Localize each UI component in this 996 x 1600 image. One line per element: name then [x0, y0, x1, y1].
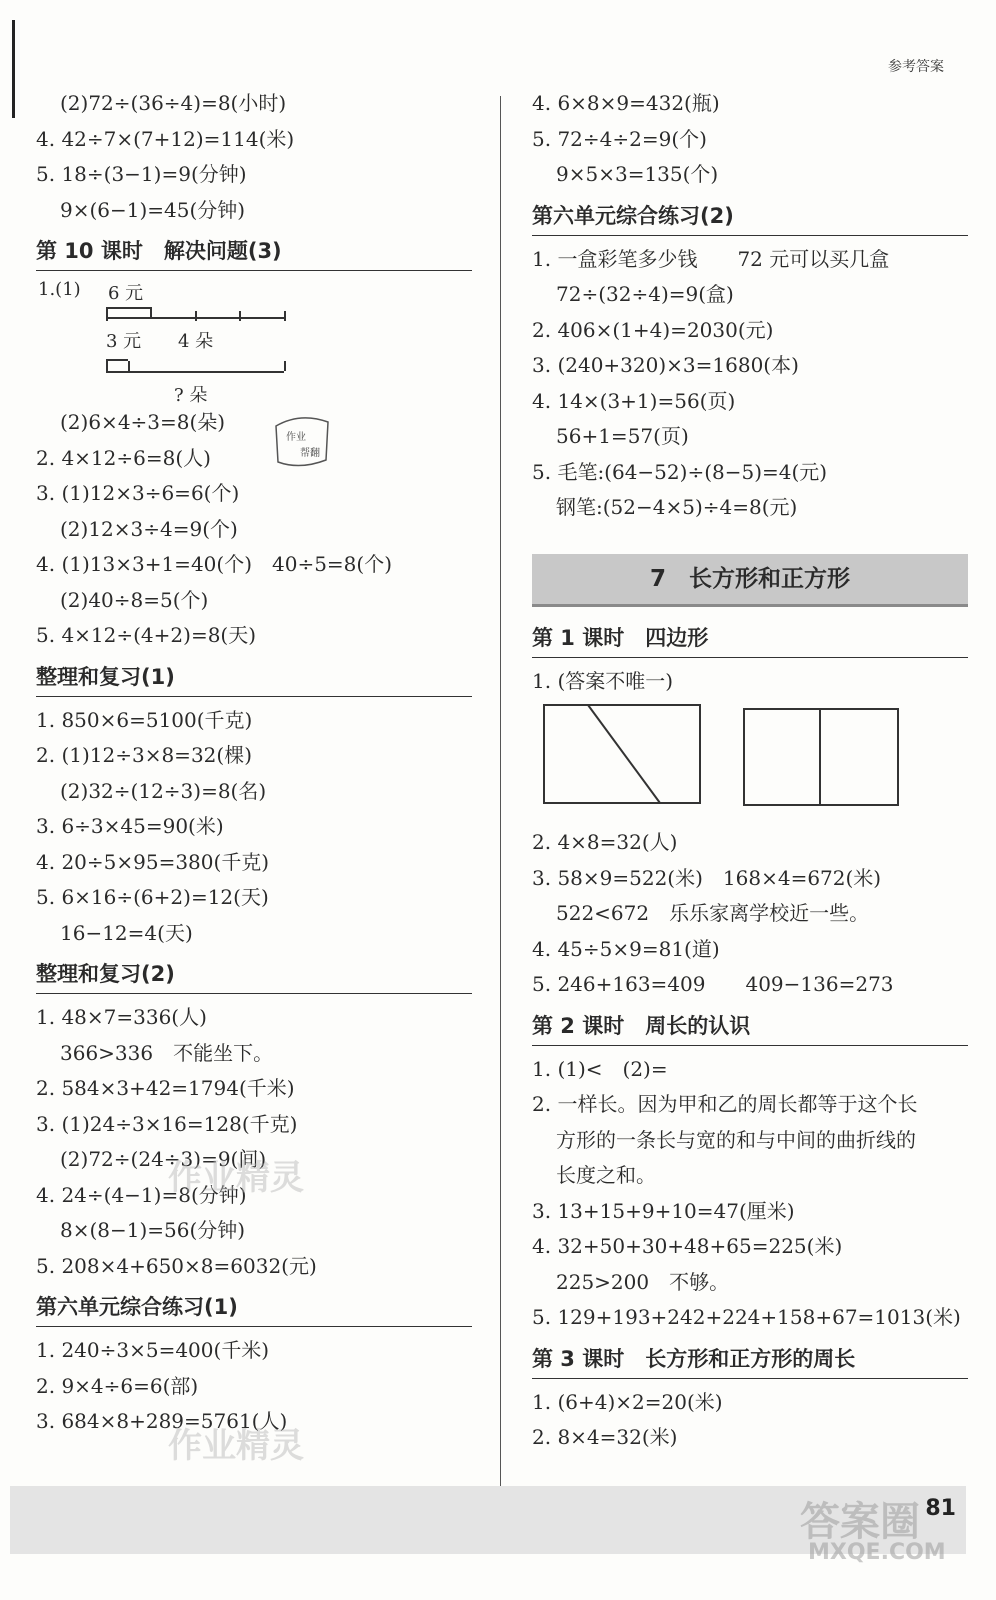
- answer-line: 5. 72÷4÷2=9(个): [532, 126, 707, 151]
- answer-line: 2. 8×4=32(米): [532, 1425, 678, 1449]
- answer-line: 5. 129+193+242+224+158+67=1013(米): [532, 1305, 961, 1329]
- answer-line: 72÷(32÷4)=9(盒): [556, 282, 734, 306]
- answer-line: 5. 208×4+650×8=6032(元): [36, 1253, 317, 1278]
- answer-line: 2. 4×12÷6=8(人): [36, 445, 211, 470]
- answer-line: 4. 20÷5×95=380(千克): [36, 849, 270, 874]
- svg-text:作业: 作业: [286, 432, 306, 443]
- answer-line: 5. 毛笔:(64−52)÷(8−5)=4(元): [532, 459, 828, 484]
- section-heading: 第 2 课时 周长的认识: [532, 1009, 968, 1046]
- svg-text:帮翻: 帮翻: [300, 448, 320, 459]
- tick: [106, 311, 108, 321]
- section-heading: 第 3 课时 长方形和正方形的周长: [532, 1342, 968, 1379]
- page-header: 参考答案: [888, 59, 944, 75]
- answer-line: 3. 684×8+289=5761(人): [36, 1409, 288, 1433]
- answer-line: (2)12×3÷4=9(个): [60, 516, 238, 541]
- answer-line: 4. 42÷7×(7+12)=114(米): [36, 126, 295, 151]
- bracket-6yuan: [106, 307, 150, 309]
- answer-line: 5. 6×16÷(6+2)=12(天): [36, 885, 269, 909]
- watermark-corner-url: MXQE.COM: [808, 1540, 946, 1565]
- answer-line: 1. 一盒彩笔多少钱 72 元可以买几盒: [532, 246, 890, 271]
- page-number: 81: [925, 1496, 956, 1521]
- section-heading: 第六单元综合练习(1): [36, 1290, 472, 1327]
- answer-line: (2)32÷(12÷3)=8(名): [60, 778, 267, 803]
- bracket-3yuan: [106, 359, 128, 361]
- answer-line: 225>200 不够。: [556, 1269, 730, 1294]
- answer-line: 1. (6+4)×2=20(米): [532, 1389, 723, 1414]
- left-column: [36, 86, 472, 1440]
- answer-line: 2. 9×4÷6=6(部): [36, 1373, 199, 1398]
- section-heading: 第 10 课时 解决问题(3): [36, 234, 472, 271]
- answer-line: 9×(6−1)=45(分钟): [60, 197, 246, 222]
- answer-line: 2. 一样长。因为甲和乙的周长都等于这个长: [532, 1092, 918, 1116]
- answer-line: 2. (1)12÷3×8=32(棵): [36, 743, 252, 767]
- tick: [239, 311, 241, 321]
- answer-line: 3. 58×9=522(米) 168×4=672(米): [532, 865, 882, 890]
- diagram-label-mid2: 4 朵: [178, 331, 214, 352]
- column-divider: [500, 96, 501, 1496]
- section-heading: 整理和复习(2): [36, 957, 472, 994]
- answer-line: 1. (1)< (2)=: [532, 1056, 668, 1081]
- answer-line: 5. 4×12÷(4+2)=8(天): [36, 623, 257, 647]
- chapter-banner: 7 长方形和正方形: [532, 554, 968, 607]
- answer-line: 3. 6÷3×45=90(米): [36, 814, 224, 838]
- stamp-logo: [270, 412, 334, 476]
- section-heading: 第六单元综合练习(2): [532, 199, 968, 236]
- question-number: 1.(1): [38, 279, 81, 300]
- answer-line: 3. 13+15+9+10=47(厘米): [532, 1198, 795, 1223]
- diagram-label-bottom: ? 朵: [174, 385, 208, 406]
- answer-line: 4. 14×(3+1)=56(页): [532, 388, 736, 413]
- answer-line: 4. 6×8×9=432(瓶): [532, 91, 720, 115]
- answer-line: (2)6×4÷3=8(朵): [60, 410, 226, 434]
- tick: [150, 307, 152, 317]
- answer-line: 522<672 乐乐家离学校近一些。: [556, 901, 870, 925]
- answer-line: 1. 850×6=5100(千克): [36, 707, 253, 732]
- answer-line: 1. 48×7=336(人): [36, 1005, 207, 1029]
- tick: [284, 311, 286, 321]
- answer-line: 4. (1)13×3+1=40(个) 40÷5=8(个): [36, 552, 393, 576]
- answer-line: 长度之和。: [556, 1163, 656, 1187]
- diagram-label-top: 6 元: [108, 283, 144, 304]
- margin-bar: [12, 20, 15, 118]
- answer-line: 5. 18÷(3−1)=9(分钟): [36, 162, 247, 186]
- tick: [195, 311, 197, 321]
- answer-line: 5. 246+163=409 409−136=273: [532, 972, 894, 996]
- answer-line: (2)72÷(36÷4)=8(小时): [60, 91, 287, 115]
- rectangle-divisions-figure: [540, 699, 960, 809]
- segment-line: [106, 371, 284, 373]
- answer-line: 1. (答案不唯一): [532, 668, 674, 693]
- answer-line: 钢笔:(52−4×5)÷4=8(元): [556, 495, 798, 519]
- answer-line: 4. 45÷5×9=81(道): [532, 936, 720, 961]
- answer-line: 4. 32+50+30+48+65=225(米): [532, 1234, 843, 1258]
- answer-line: (2)72÷(24÷3)=9(间): [60, 1147, 267, 1171]
- watermark-mid: 作业精灵: [168, 1158, 304, 1198]
- quadrilateral-figures: [532, 699, 968, 825]
- answer-line: 56+1=57(页): [556, 424, 689, 448]
- answer-line: 2. 406×(1+4)=2030(元): [532, 317, 774, 342]
- watermark-bottom: 作业精灵: [168, 1426, 304, 1466]
- answer-line: 3. (1)24÷3×16=128(千克): [36, 1111, 298, 1136]
- answer-line: 2. 4×8=32(人): [532, 830, 678, 854]
- line-segment-diagram: [36, 277, 472, 405]
- section-heading: 第 1 课时 四边形: [532, 621, 968, 658]
- right-column: [532, 86, 968, 1456]
- diagram-label-mid1: 3 元: [106, 331, 142, 352]
- answer-line: 366>336 不能坐下。: [60, 1040, 274, 1065]
- tick: [128, 361, 130, 371]
- answer-line: 4. 24÷(4−1)=8(分钟): [36, 1182, 247, 1207]
- answer-line: 9×5×3=135(个): [556, 162, 719, 186]
- tick: [106, 361, 108, 371]
- answer-line: 1. 240÷3×5=400(千米): [36, 1338, 270, 1362]
- tick: [284, 361, 286, 371]
- answer-line: 16−12=4(天): [60, 920, 193, 945]
- answer-line: 3. (240+320)×3=1680(本): [532, 353, 799, 377]
- answer-line: (2)40÷8=5(个): [60, 587, 209, 612]
- answer-line: 方形的一条长与宽的和与中间的曲折线的: [556, 1127, 916, 1152]
- answer-line: 3. (1)12×3÷6=6(个): [36, 481, 240, 505]
- answer-line: 2. 584×3+42=1794(千米): [36, 1076, 295, 1100]
- section-heading: 整理和复习(1): [36, 660, 472, 697]
- answer-line: 8×(8−1)=56(分钟): [60, 1218, 246, 1242]
- watermark-corner-logo: 答案圈: [800, 1499, 920, 1545]
